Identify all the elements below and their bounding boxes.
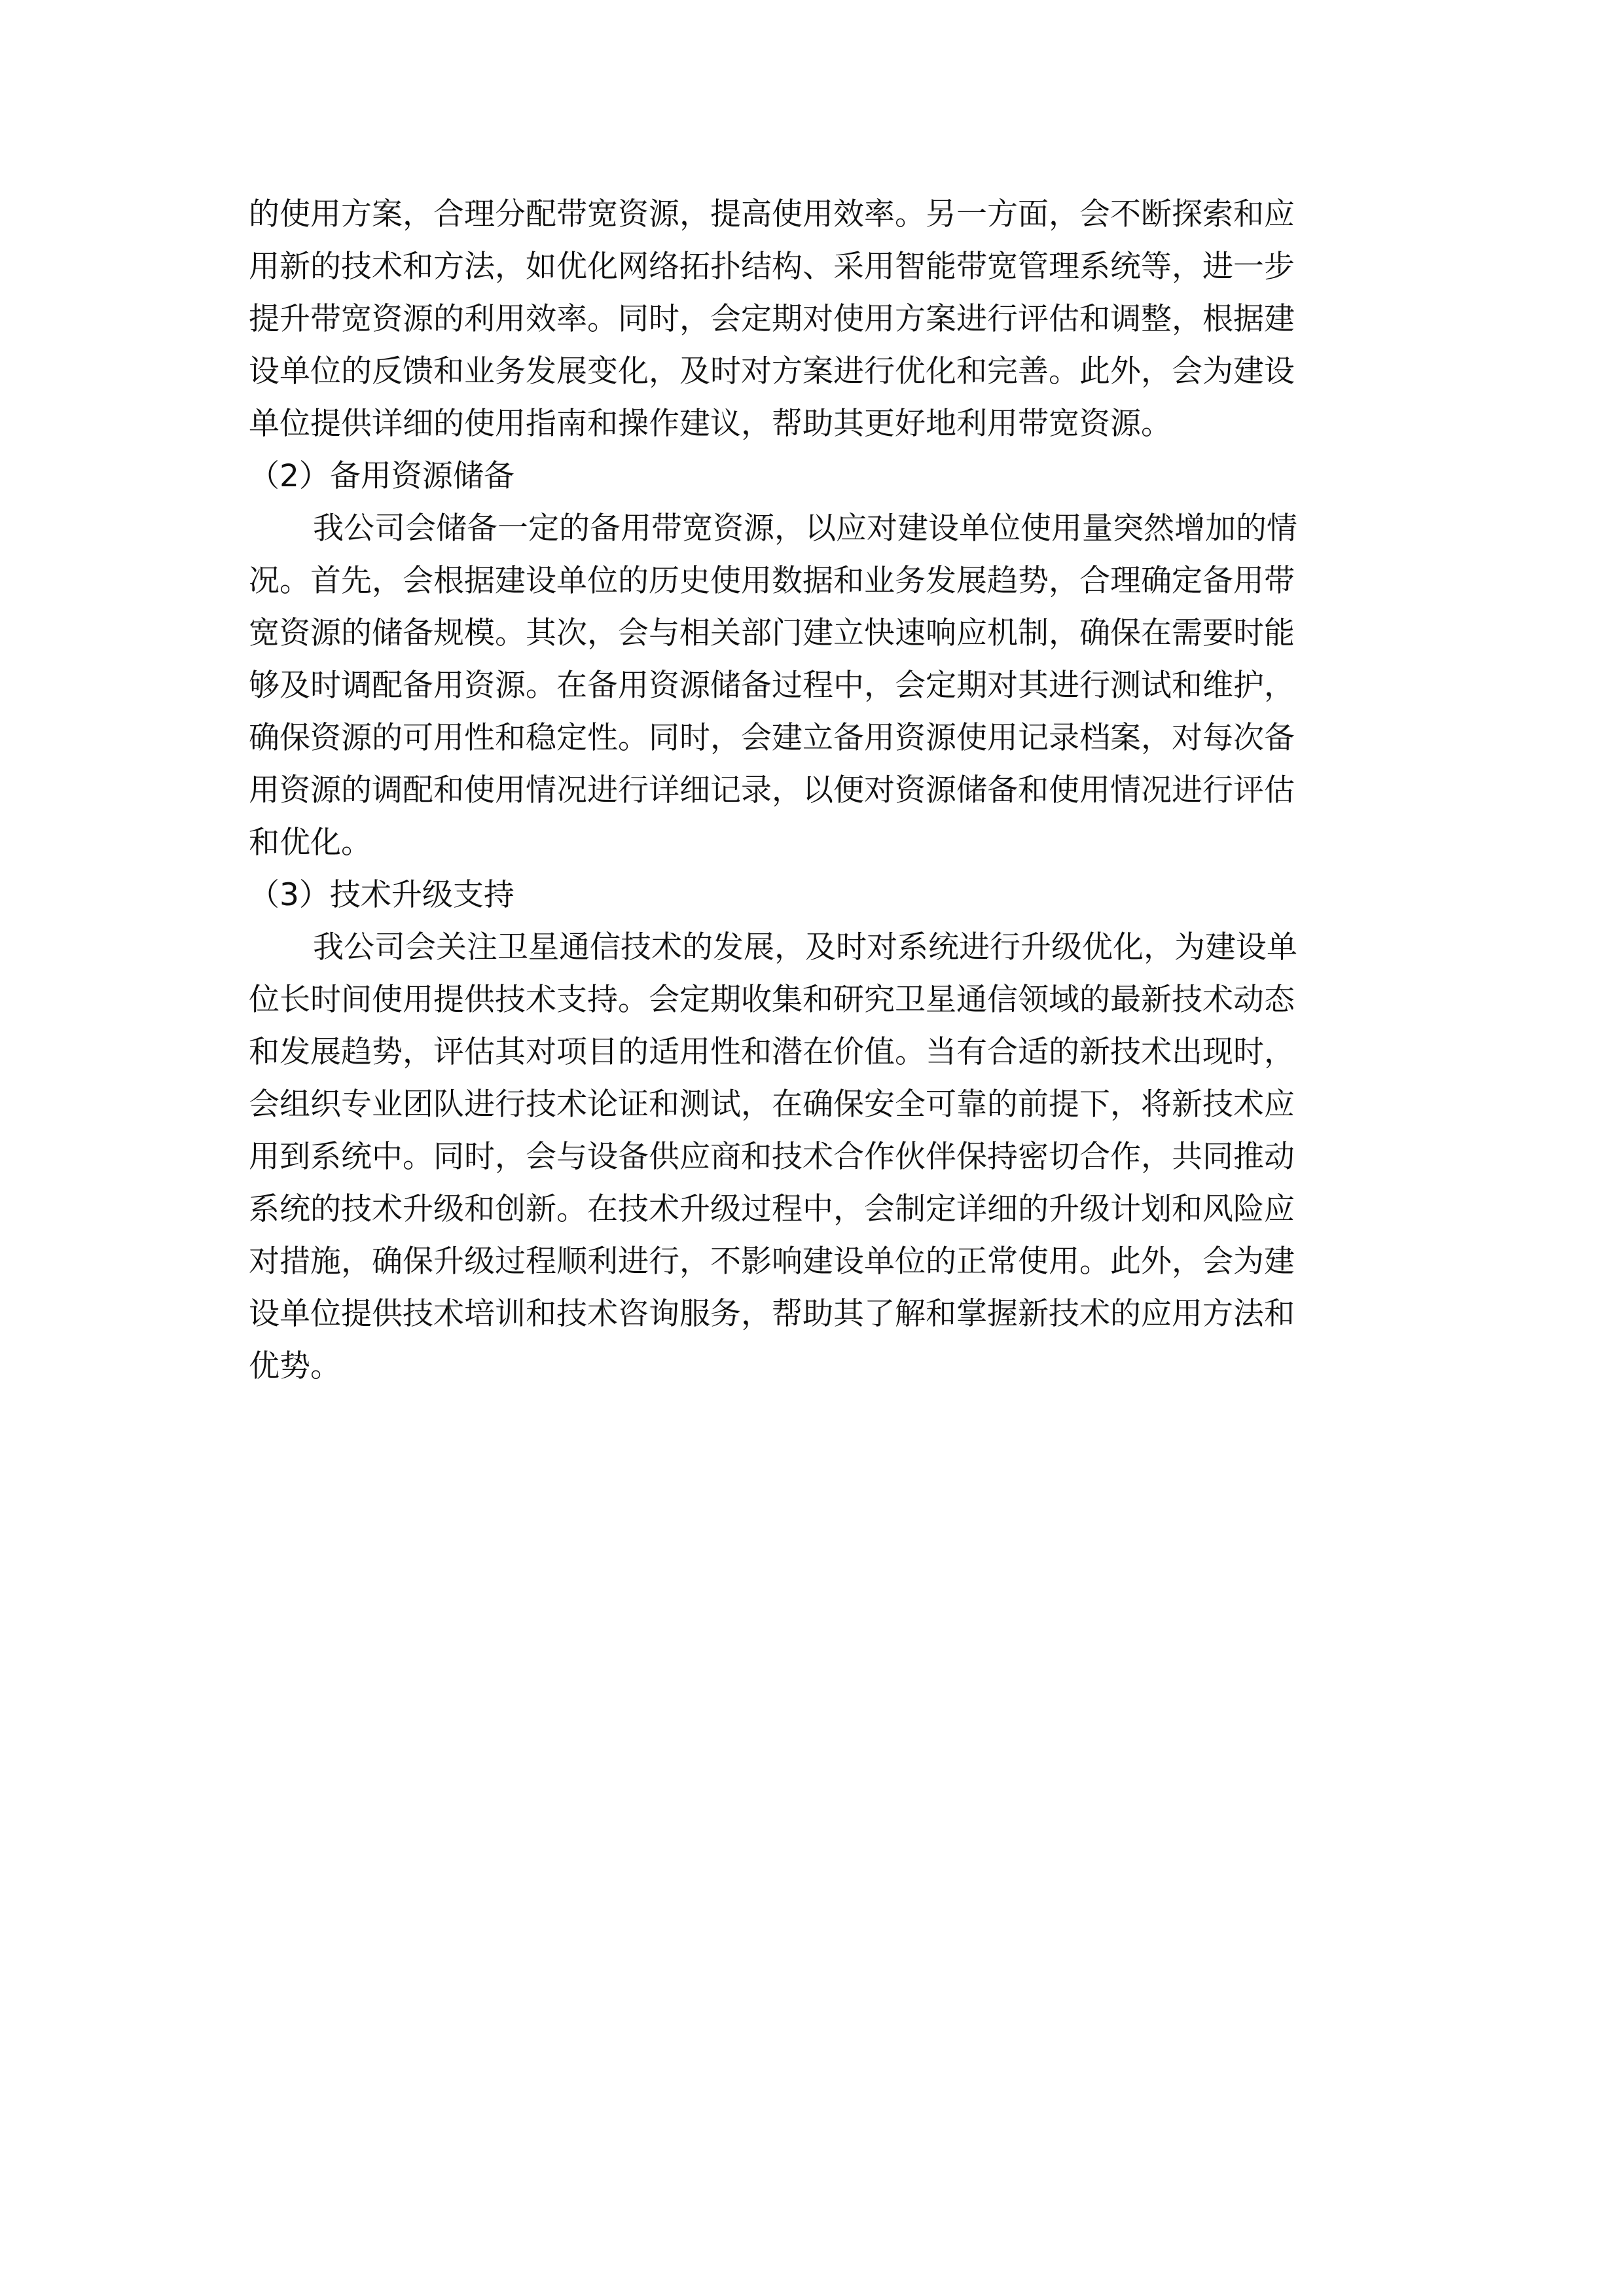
text-line: 会组织专业团队进行技术论证和测试，在确保安全可靠的前提下，将新技术应 [249,1086,1295,1122]
text-line: 确保资源的可用性和稳定性。同时，会建立备用资源使用记录档案，对每次备 [249,720,1295,756]
section-heading-backup-resources: （2）备用资源储备 [249,458,514,494]
text-line: 设单位提供技术培训和技术咨询服务，帮助其了解和掌握新技术的应用方法和 [249,1296,1295,1332]
text-line: 用到系统中。同时，会与设备供应商和技术合作伙伴保持密切合作，共同推动 [249,1139,1295,1175]
text-line: 况。首先，会根据建设单位的历史使用数据和业务发展趋势，合理确定备用带 [249,563,1295,599]
text-line: 单位提供详细的使用指南和操作建议，帮助其更好地利用带宽资源。 [249,406,1172,442]
text-line: 的使用方案，合理分配带宽资源，提高使用效率。另一方面，会不断探索和应 [249,196,1295,232]
text-line: 宽资源的储备规模。其次，会与相关部门建立快速响应机制，确保在需要时能 [249,615,1295,651]
text-line: 位长时间使用提供技术支持。会定期收集和研究卫星通信领域的最新技术动态 [249,982,1295,1018]
text-line: 我公司会关注卫星通信技术的发展，及时对系统进行升级优化，为建设单 [313,929,1297,965]
text-line: 系统的技术升级和创新。在技术升级过程中，会制定详细的升级计划和风险应 [249,1191,1295,1227]
paragraph-backup-resources [249,503,1375,869]
text-line: 和优化。 [249,825,372,861]
text-line: 用新的技术和方法，如优化网络拓扑结构、采用智能带宽管理系统等，进一步 [249,249,1295,285]
text-line: 我公司会储备一定的备用带宽资源，以应对建设单位使用量突然增加的情 [313,511,1297,547]
document-body [249,188,1375,1393]
text-line: 优势。 [249,1348,341,1384]
section-heading-tech-upgrade: （3）技术升级支持 [249,877,514,913]
text-line: 和发展趋势，评估其对项目的适用性和潜在价值。当有合适的新技术出现时， [249,1034,1295,1070]
text-line: 对措施，确保升级过程顺利进行，不影响建设单位的正常使用。此外，会为建 [249,1244,1295,1280]
paragraph-tech-upgrade [249,922,1375,1393]
text-line: 提升带宽资源的利用效率。同时，会定期对使用方案进行评估和调整，根据建 [249,301,1295,337]
text-line: 用资源的调配和使用情况进行详细记录，以便对资源储备和使用情况进行评估 [249,772,1295,808]
paragraph-continued [249,188,1375,450]
text-line: 够及时调配备用资源。在备用资源储备过程中，会定期对其进行测试和维护， [249,668,1295,704]
text-line: 设单位的反馈和业务发展变化，及时对方案进行优化和完善。此外，会为建设 [249,353,1295,389]
